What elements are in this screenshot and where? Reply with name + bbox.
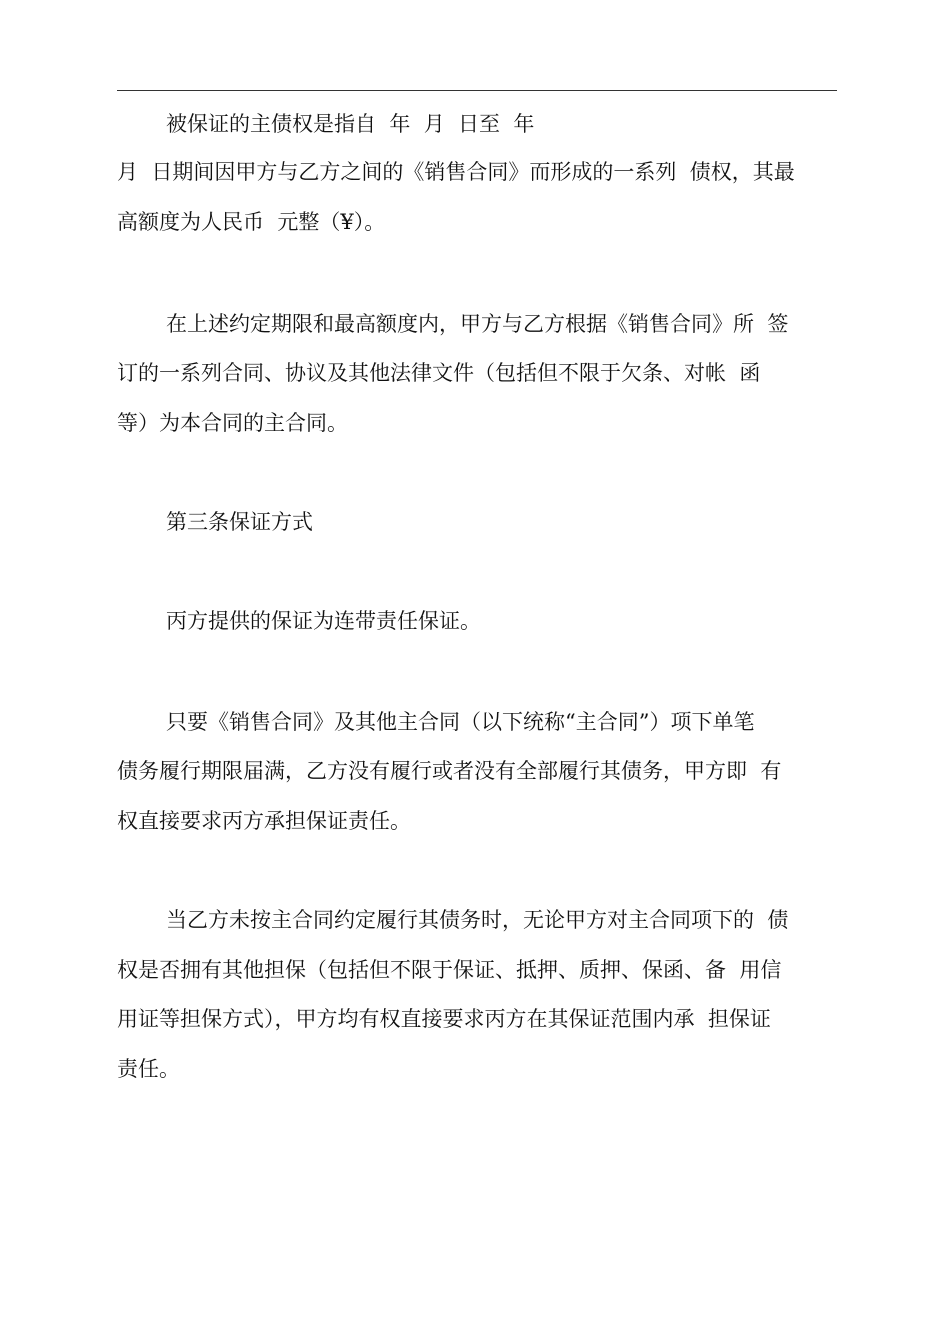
header-rule <box>117 90 837 91</box>
paragraph-2-line-3: 等）为本合同的主合同。 <box>117 411 348 435</box>
paragraph-2-line-1: 在上述约定期限和最高额度内，甲方与乙方根据《销售合同》所 签 <box>166 312 789 336</box>
paragraph-2-line-2: 订的一系列合同、协议及其他法律文件（包括但不限于欠条、对帐 函 <box>117 361 761 385</box>
section-heading-article-3: 第三条保证方式 <box>166 510 313 534</box>
paragraph-3: 丙方提供的保证为连带责任保证。 <box>166 609 481 633</box>
paragraph-5-line-2: 权是否拥有其他担保（包括但不限于保证、抵押、质押、保函、备 用信 <box>117 958 782 982</box>
paragraph-5-line-3: 用证等担保方式），甲方均有权直接要求丙方在其保证范围内承 担保证 <box>117 1007 771 1031</box>
paragraph-4-line-1: 只要《销售合同》及其他主合同（以下统称“主合同”）项下单笔 <box>166 710 755 734</box>
paragraph-4-line-2: 债务履行期限届满，乙方没有履行或者没有全部履行其债务，甲方即 有 <box>117 759 782 783</box>
paragraph-1-line-1: 被保证的主债权是指自 年 月 日至 年 <box>166 112 535 136</box>
paragraph-1-line-2: 月 日期间因甲方与乙方之间的《销售合同》而形成的一系列 债权，其最 <box>117 160 795 184</box>
paragraph-4-line-3: 权直接要求丙方承担保证责任。 <box>117 809 411 833</box>
paragraph-5-line-4: 责任。 <box>117 1057 180 1081</box>
paragraph-5-line-1: 当乙方未按主合同约定履行其债务时，无论甲方对主合同项下的 债 <box>166 908 789 932</box>
paragraph-1-line-3: 高额度为人民币 元整（¥）。 <box>117 210 386 234</box>
